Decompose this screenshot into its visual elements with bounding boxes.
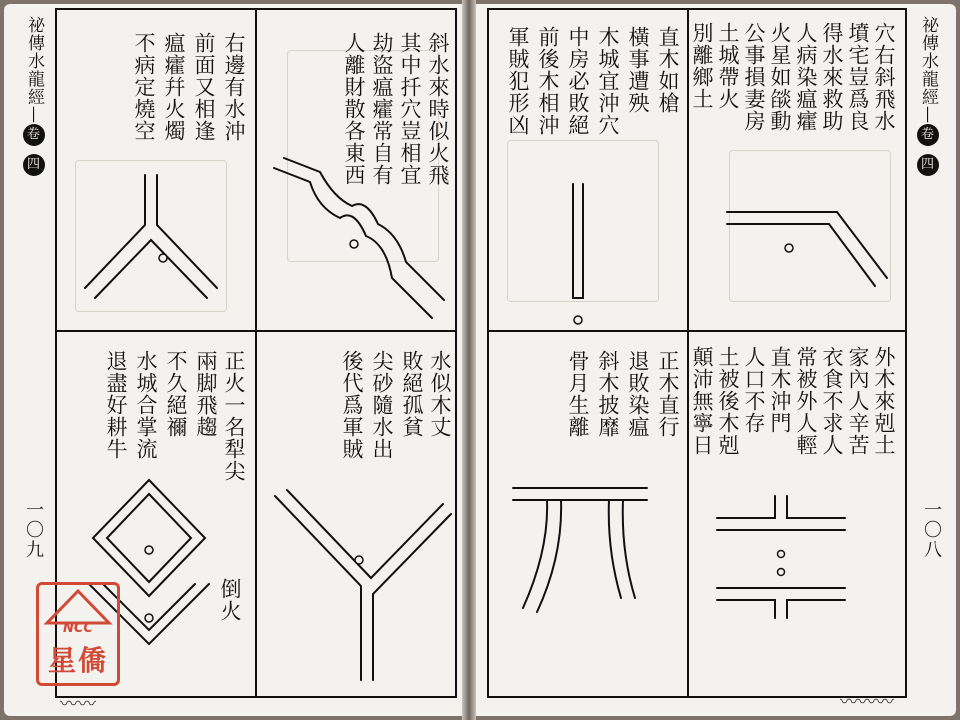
verse-line: 敗絕孤貧 xyxy=(400,350,424,438)
book-gutter xyxy=(462,0,476,720)
stamp-brand: NCC xyxy=(63,621,93,636)
ncc-watermark-stamp xyxy=(36,582,120,686)
right-page-frame xyxy=(487,8,907,698)
cross-wood-diagram xyxy=(711,490,861,690)
volume-number: 四 xyxy=(23,154,45,176)
verse-line: 兩脚飛趨 xyxy=(194,350,218,438)
x-crossing-diagram xyxy=(267,490,452,690)
stamp-name: 星僑 xyxy=(47,644,108,677)
left-horizontal-divider xyxy=(57,330,455,332)
right-slant-water-diagram xyxy=(719,200,899,300)
verse-line: 退敗染瘟 xyxy=(626,350,650,438)
left-vertical-divider xyxy=(255,10,257,696)
verse-line: 瘟癨幷火燭 xyxy=(162,32,186,142)
curved-wood-diagram xyxy=(509,480,659,620)
verse-line: 後代爲軍賊 xyxy=(340,350,364,460)
right-running-header: 祕傳水龍經—卷四 xyxy=(916,16,941,176)
verse-line: 常被外人輕 xyxy=(794,346,818,456)
verse-line: 其中扦穴豈相宜 xyxy=(398,32,422,186)
volume-char: 卷 xyxy=(917,124,939,146)
y-junction-diagram xyxy=(75,170,245,310)
verse-line: 中房必敗絕 xyxy=(566,26,590,136)
dragon-ornament-icon: 〰〰〰 xyxy=(840,692,894,713)
left-running-header: 祕傳水龍經—卷四 xyxy=(22,16,47,176)
verse-line: 土城帶火 xyxy=(716,22,740,110)
verse-line: 顛沛無寧日 xyxy=(690,346,714,456)
verse-line: 正木直行 xyxy=(656,350,680,438)
verse-line: 別離鄉土 xyxy=(690,22,714,110)
verse-line: 骨月生離 xyxy=(566,350,590,438)
verse-line: 水似木丈 xyxy=(428,350,452,438)
verse-line: 人口不存 xyxy=(742,346,766,434)
verse-line: 尖砂隨水出 xyxy=(370,350,394,460)
verse-line: 前面又相逢 xyxy=(192,32,216,142)
volume-number: 四 xyxy=(917,154,939,176)
volume-char: 卷 xyxy=(23,124,45,146)
book-title: 祕傳水龍經 xyxy=(24,16,44,106)
verse-line: 得水來救助 xyxy=(820,22,844,132)
verse-line: 劫盜瘟癨常自有 xyxy=(370,32,394,186)
verse-line: 橫事遭殃 xyxy=(626,26,650,114)
verse-line: 不病定燒空 xyxy=(132,32,156,142)
verse-line: 退盡好耕牛 xyxy=(104,350,128,460)
verse-line: 斜水來時似火飛 xyxy=(426,32,450,186)
diagonal-fire-water-diagram xyxy=(262,150,452,325)
verse-line: 斜木披靡 xyxy=(596,350,620,438)
verse-line: 軍賊犯形凶 xyxy=(506,26,530,136)
verse-line: 土被後木剋 xyxy=(716,346,740,456)
right-page-number: 一〇八 xyxy=(921,500,942,560)
right-horizontal-divider xyxy=(489,330,905,332)
verse-line: 墳宅豈爲良 xyxy=(846,22,870,132)
verse-line: 家內人辛苦 xyxy=(846,346,870,456)
verse-line: 人病染瘟癨 xyxy=(794,22,818,132)
verse-line: 穴右斜飛水 xyxy=(872,22,896,132)
inverted-fire-label: 倒火 xyxy=(218,578,242,622)
verse-line: 右邊有水沖 xyxy=(222,32,246,142)
left-page-number: 一〇九 xyxy=(23,500,44,560)
straight-spear-wood-diagram xyxy=(559,180,599,330)
verse-line: 人離財散各東西 xyxy=(342,32,366,186)
verse-line: 火星如燄動 xyxy=(768,22,792,132)
verse-line: 公事損妻房 xyxy=(742,22,766,132)
verse-line: 直木如槍 xyxy=(656,26,680,114)
book-title: 祕傳水龍經 xyxy=(918,16,938,106)
verse-line: 正火一名犁尖 xyxy=(222,350,246,482)
verse-line: 外木來剋土 xyxy=(872,346,896,456)
dragon-ornament-icon: 〰〰 xyxy=(60,694,96,715)
verse-line: 直木沖門 xyxy=(768,346,792,434)
verse-line: 水城合掌流 xyxy=(134,350,158,460)
verse-line: 木城宜沖穴 xyxy=(596,26,620,136)
verse-line: 前後木相沖 xyxy=(536,26,560,136)
verse-line: 不久絕禰 xyxy=(164,350,188,438)
verse-line: 衣食不求人 xyxy=(820,346,844,456)
